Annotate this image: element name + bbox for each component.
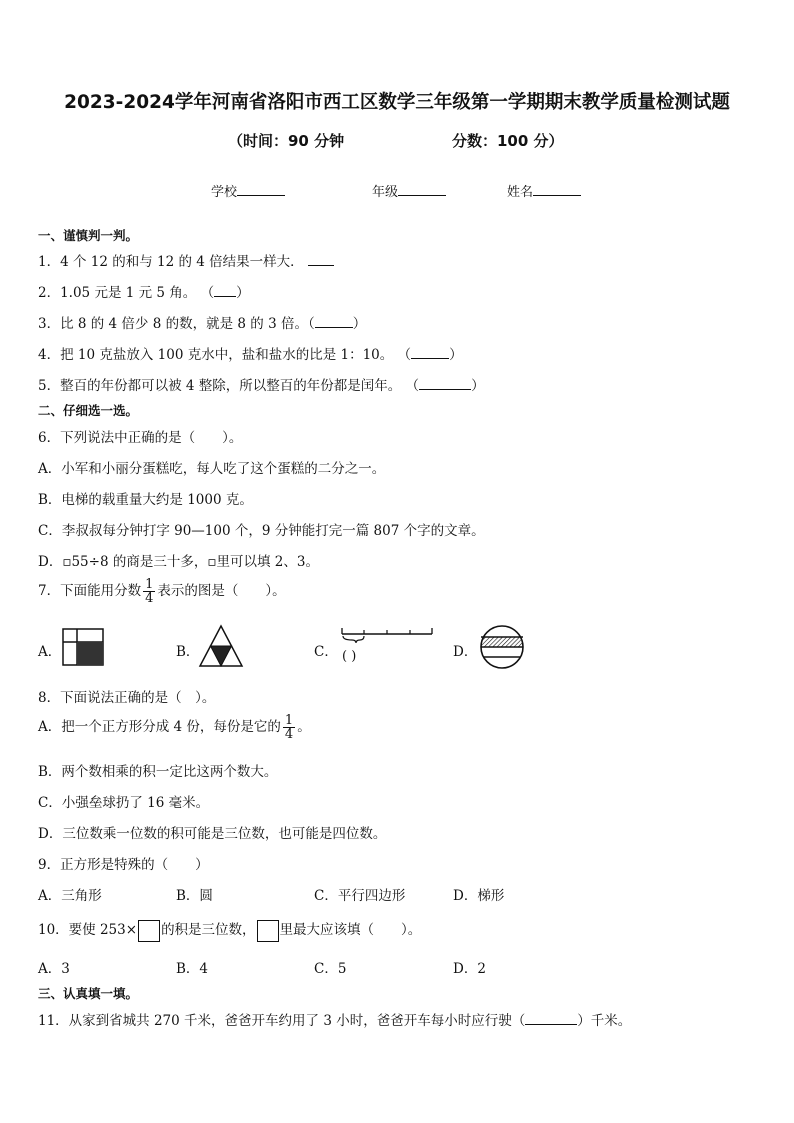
school-label: 学校 xyxy=(211,185,238,200)
answer-blank-1[interactable] xyxy=(308,253,334,266)
question-9-option-b[interactable]: B．圆 xyxy=(176,888,213,904)
square-figure-icon xyxy=(62,628,104,666)
question-3: 3．比 8 的 4 倍少 8 的数，就是 8 的 3 倍。（ ） xyxy=(38,316,367,332)
question-8-option-b[interactable]: B．两个数相乘的积一定比这两个数大。 xyxy=(38,764,278,780)
name-label: 姓名 xyxy=(507,185,534,200)
answer-blank-5[interactable] xyxy=(419,377,471,390)
name-blank[interactable] xyxy=(533,183,581,196)
grade-label: 年级 xyxy=(372,185,399,200)
question-6-option-b[interactable]: B．电梯的载重量大约是 1000 克。 xyxy=(38,492,253,508)
answer-blank-2[interactable] xyxy=(214,284,236,297)
question-8-option-c[interactable]: C．小强垒球扔了 16 毫米。 xyxy=(38,795,210,811)
triangle-figure-icon xyxy=(198,624,244,668)
name-field xyxy=(507,181,581,200)
section-fill: 三、认真填一填。 xyxy=(38,986,139,1001)
grade-field xyxy=(372,181,446,200)
question-11: 11．从家到省城共 270 千米，爸爸开车约用了 3 小时，爸爸开车每小时应行驶（ ）千米。 xyxy=(38,1013,632,1029)
question-4: 4．把 10 克盐放入 100 克水中，盐和盐水的比是 1：10。 （ ） xyxy=(38,347,463,363)
question-8-option-a[interactable]: A．把一个正方形分成 4 份，每份是它的 $\frac{1}{4}$ 。 xyxy=(38,713,311,742)
exam-title: 2023-2024学年河南省洛阳市西工区数学三年级第一学期期末教学质量检测试题 xyxy=(64,92,730,113)
line-segment-figure-icon xyxy=(338,624,434,644)
school-field xyxy=(211,181,285,200)
answer-blank-11[interactable] xyxy=(525,1012,577,1025)
fraction-one-quarter: $\frac{1}{4}$ xyxy=(145,577,154,606)
grade-blank[interactable] xyxy=(398,183,446,196)
section-choose: 二、仔细选一选。 xyxy=(38,403,139,418)
question-8: 8．下面说法正确的是（ ）。 xyxy=(38,690,216,706)
question-6-option-c[interactable]: C．李叔叔每分钟打字 90—100 个，9 分钟能打完一篇 807 个字的文章。 xyxy=(38,523,485,539)
fraction-one-quarter-q8: $\frac{1}{4}$ xyxy=(284,713,294,742)
question-7-option-d-label[interactable]: D． xyxy=(453,644,478,660)
question-6-option-d[interactable]: D．▫55÷8 的商是三十多，▫里可以填 2、3。 xyxy=(38,554,319,570)
question-7-option-b-label[interactable]: B． xyxy=(176,644,200,660)
question-7-option-c-label[interactable]: C． xyxy=(314,644,338,660)
question-10-option-b[interactable]: B．4 xyxy=(176,961,209,977)
circle-figure-icon xyxy=(477,624,527,670)
exam-score: 分数：100 分） xyxy=(452,132,564,150)
blank-box-2[interactable] xyxy=(257,920,279,942)
blank-box[interactable] xyxy=(138,920,160,942)
question-1: 1．4 个 12 的和与 12 的 4 倍结果一样大． xyxy=(38,250,334,270)
section-judge: 一、谨慎判一判。 xyxy=(38,228,139,243)
question-10-option-a[interactable]: A．3 xyxy=(38,961,70,977)
answer-blank-4[interactable] xyxy=(411,346,449,359)
question-8-option-d[interactable]: D．三位数乘一位数的积可能是三位数，也可能是四位数。 xyxy=(38,826,387,842)
question-9-option-d[interactable]: D．梯形 xyxy=(453,888,505,904)
question-9-option-c[interactable]: C．平行四边形 xyxy=(314,888,406,904)
question-10: 10．要使 253× 的积是三位数， 里最大应该填（ ）。 xyxy=(38,918,421,942)
question-10-option-d[interactable]: D．2 xyxy=(453,961,486,977)
exam-time: （时间：90 分钟 xyxy=(228,132,345,150)
question-2: 2．1.05 元是 1 元 5 角。 （ ） xyxy=(38,285,250,301)
question-6: 6．下列说法中正确的是（ ）。 xyxy=(38,430,243,446)
answer-blank-3[interactable] xyxy=(315,315,353,328)
question-9-option-a[interactable]: A．三角形 xyxy=(38,888,102,904)
question-9: 9．正方形是特殊的（ ） xyxy=(38,857,209,873)
school-blank[interactable] xyxy=(237,183,285,196)
question-10-option-c[interactable]: C．5 xyxy=(314,961,347,977)
question-5: 5．整百的年份都可以被 4 整除，所以整百的年份都是闰年。 （ ） xyxy=(38,378,485,394)
figure-c-paren: ( ) xyxy=(342,649,357,664)
question-7-option-a-label[interactable]: A． xyxy=(38,644,62,660)
question-7: 7．下面能用分数 $\frac{1}{4}$ 表示的图是（ ）。 xyxy=(38,577,286,606)
question-6-option-a[interactable]: A．小军和小丽分蛋糕吃，每人吃了这个蛋糕的二分之一。 xyxy=(38,461,386,477)
